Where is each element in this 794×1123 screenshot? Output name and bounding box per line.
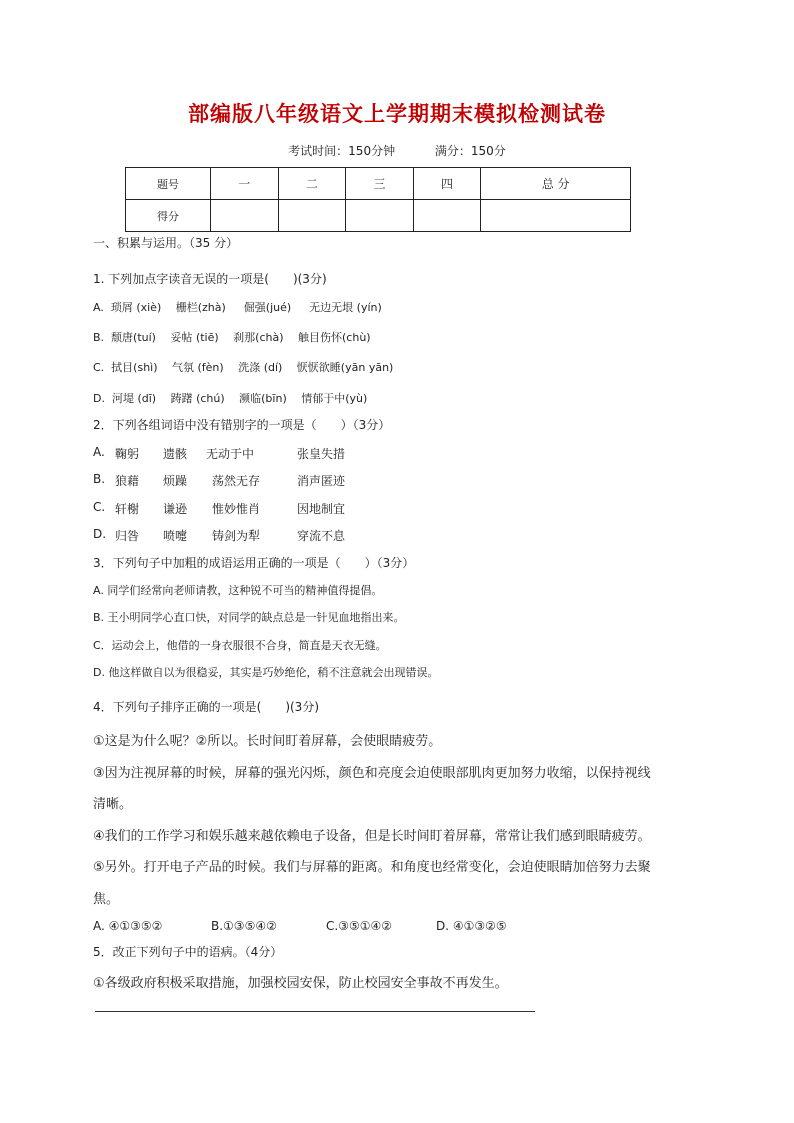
q4-line: ④我们的工作学习和娱乐越来越依赖电子设备，但是长时间盯着屏幕，常常让我们感到眼睛疲劳。 xyxy=(93,829,651,844)
section-1-heading: 一、积累与运用。（35 分） xyxy=(93,236,239,250)
q2-option-letter: C. xyxy=(93,500,106,514)
q4-line: 清晰。 xyxy=(93,797,133,812)
q1-option-c: C. 拭目(shì) 气氛 (fèn) 洗涤 (dí) 恹恹欲睡(yān yān) xyxy=(93,361,394,374)
header-cell-1: 一 xyxy=(211,168,279,200)
q4-option-a: A. ④①③⑤② xyxy=(93,919,163,933)
q2-word: 穿流不息 xyxy=(297,529,346,543)
score-cell-total[interactable] xyxy=(481,200,631,232)
q3-stem: 3．下列句子中加粗的成语运用正确的一项是（ ）（3分） xyxy=(93,556,415,570)
header-cell-3: 三 xyxy=(346,168,414,200)
q2-word: 轩榭 xyxy=(115,502,140,516)
q2-word: 遗骸 xyxy=(163,447,188,461)
score-row-label: 得分 xyxy=(126,200,211,232)
q4-line: ⑤另外。打开电子产品的时候。我们与屏幕的距离。和角度也经常变化，会迫使眼睛加倍努力去聚 xyxy=(93,860,651,875)
q3-option-b: B. 王小明同学心直口快，对同学的缺点总是一针见血地指出来。 xyxy=(93,611,405,624)
score-cell-2[interactable] xyxy=(278,200,346,232)
exam-meta xyxy=(0,142,794,159)
q2-word: 无动于中 xyxy=(206,447,255,461)
score-table-header-row xyxy=(126,168,631,200)
q5-stem: 5．改正下列句子中的语病。（4分） xyxy=(93,945,283,959)
header-cell-2: 二 xyxy=(278,168,346,200)
q2-word: 谦逊 xyxy=(163,502,188,516)
score-cell-1[interactable] xyxy=(211,200,279,232)
q5-item-1: ①各级政府积极采取措施，加强校园安保，防止校园安全事故不再发生。 xyxy=(93,976,508,991)
q1-stem: 1. 下列加点字读音无误的一项是( )(3分) xyxy=(93,272,327,286)
q4-line: ③因为注视屏幕的时候，屏幕的强光闪烁，颜色和亮度会迫使眼部肌肉更加努力收缩，以保持视线 xyxy=(93,766,651,781)
q2-word: 烦躁 xyxy=(163,474,188,488)
header-cell-4: 四 xyxy=(413,168,481,200)
q2-word: 惟妙惟肖 xyxy=(212,502,261,516)
q3-option-c: C．运动会上，他借的一身衣服很不合身，简直是天衣无缝。 xyxy=(93,639,387,652)
q2-word: 因地制宜 xyxy=(297,502,346,516)
q1-option-d: D. 河堤 (dī) 踌躇 (chú) 濒临(bīn) 情郁于中(yù) xyxy=(93,392,368,405)
score-table xyxy=(125,167,631,232)
q4-option-d: D. ④①③②⑤ xyxy=(436,919,507,933)
q2-option-letter: A. xyxy=(93,445,105,459)
q4-line: ①这是为什么呢？②所以。长时间盯着屏幕，会使眼睛疲劳。 xyxy=(93,734,442,749)
q2-stem: 2．下列各组词语中没有错别字的一项是（ ）（3分） xyxy=(93,418,391,432)
q4-line: 焦。 xyxy=(93,892,120,907)
q4-stem: 4．下列句子排序正确的一项是( )(3分) xyxy=(93,700,319,714)
q4-option-b: B.①③⑤④② xyxy=(211,919,277,933)
q4-option-c: C.③⑤①④② xyxy=(326,919,392,933)
full-score: 满分：150分 xyxy=(434,144,506,158)
score-cell-3[interactable] xyxy=(346,200,414,232)
q2-word: 喷嚏 xyxy=(163,529,188,543)
q2-word: 张皇失措 xyxy=(297,447,346,461)
header-cell-total: 总 分 xyxy=(481,168,631,200)
q3-option-d: D. 他这样做自以为很稳妥，其实是巧妙绝伦，稍不注意就会出现错误。 xyxy=(93,666,439,679)
q3-option-a: A. 同学们经常向老师请教，这种锐不可当的精神值得提倡。 xyxy=(93,584,383,597)
q2-word: 铸剑为犁 xyxy=(212,529,261,543)
q1-option-a: A. 琐屑 (xiè) 栅栏(zhà) 倔强(jué) 无边无垠 (yín) xyxy=(93,301,382,314)
q2-option-letter: D. xyxy=(93,527,107,541)
q2-word: 荡然无存 xyxy=(212,474,261,488)
q2-word: 狼藉 xyxy=(115,474,140,488)
q2-word: 归咎 xyxy=(115,529,140,543)
q2-word: 鞠躬 xyxy=(115,447,140,461)
score-cell-4[interactable] xyxy=(413,200,481,232)
score-table-score-row xyxy=(126,200,631,232)
exam-time: 考试时间：150分钟 xyxy=(288,144,396,158)
exam-title: 部编版八年级语文上学期期末模拟检测试卷 xyxy=(188,102,606,126)
q2-word: 消声匿迹 xyxy=(297,474,346,488)
answer-line[interactable] xyxy=(95,1011,535,1012)
q1-option-b: B. 颓唐(tuí) 妥帖 (tiē) 刹那(chà) 触目伤怀(chù) xyxy=(93,331,371,344)
q2-option-letter: B. xyxy=(93,472,106,486)
header-cell-label: 题号 xyxy=(126,168,211,200)
